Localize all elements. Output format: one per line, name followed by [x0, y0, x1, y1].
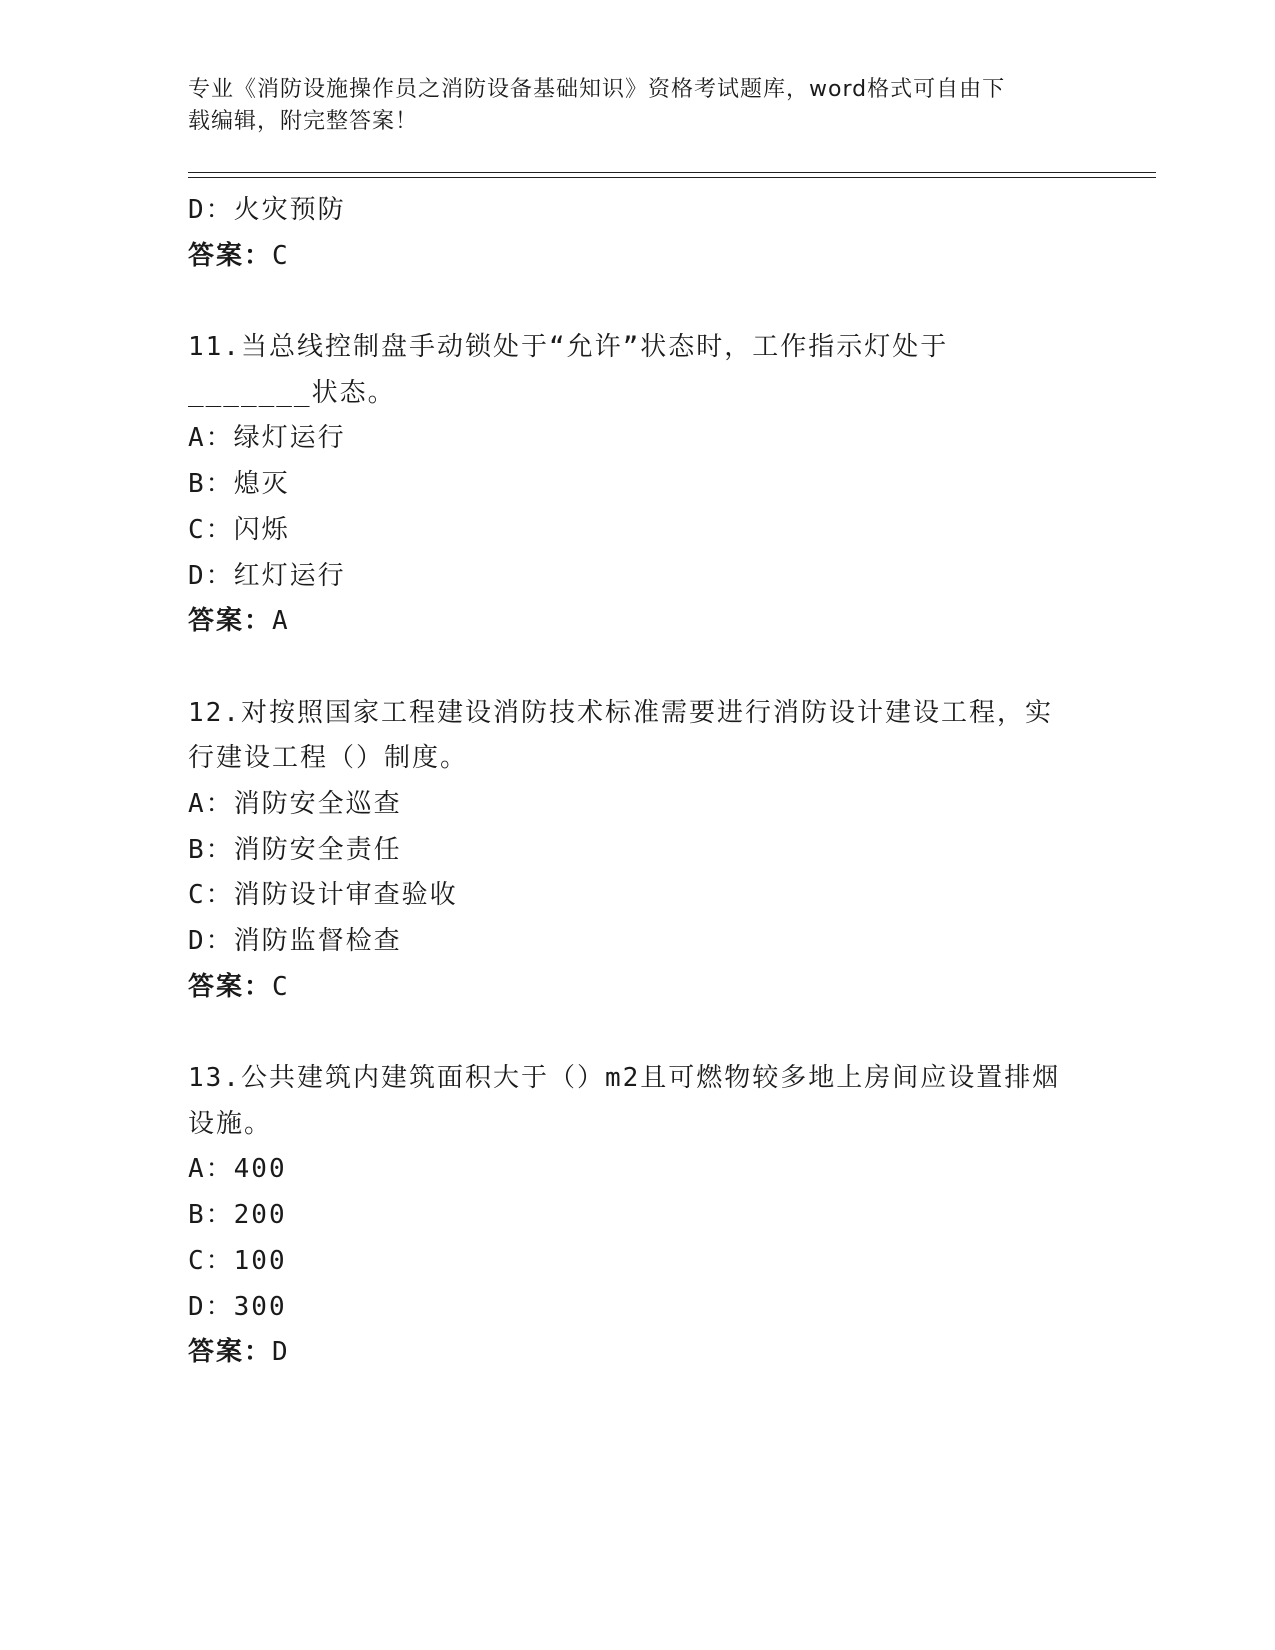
answer-value: D [272, 1337, 290, 1368]
option-c: C：消防设计审查验收 [188, 880, 458, 911]
option-a: A：400 [188, 1154, 287, 1185]
question-list [188, 188, 1148, 1376]
answer-line [188, 965, 1148, 1011]
header-rule-bottom [188, 177, 1156, 178]
page-header [188, 74, 1088, 138]
header-line-2: 载编辑，附完整答案！ [188, 109, 419, 134]
option-a: A：绿灯运行 [188, 423, 346, 454]
answer-label: 答案： [188, 1337, 273, 1368]
question-gap [188, 645, 1148, 691]
question-stem-line-1: 11.当总线控制盘手动锁处于“允许”状态时，工作指示灯处于 [188, 332, 949, 363]
option-d: D：红灯运行 [188, 560, 346, 591]
question-12 [188, 691, 1148, 1011]
header-line-1: 专业《消防设施操作员之消防设备基础知识》资格考试题库，word格式可自由下 [188, 77, 1006, 102]
option-d: D：火灾预防 [188, 195, 346, 225]
option-b: B：200 [188, 1200, 287, 1231]
answer-value: C [272, 971, 290, 1002]
question-stem-line-2: 行建设工程（）制度。 [188, 743, 469, 774]
question-gap [188, 279, 1148, 325]
question-13 [188, 1056, 1148, 1376]
option-b: B：熄灭 [188, 469, 290, 500]
question-11 [188, 325, 1148, 645]
answer-value: A [272, 606, 290, 637]
question-stem-line-1: 12.对按照国家工程建设消防技术标准需要进行消防设计建设工程，实 [188, 697, 1053, 728]
option-b: B：消防安全责任 [188, 834, 402, 865]
option-d: D：消防监督检查 [188, 926, 402, 956]
question-gap [188, 1010, 1148, 1056]
answer-label: 答案： [188, 606, 273, 637]
answer-label: 答案： [188, 971, 273, 1002]
option-c: C：闪烁 [188, 514, 290, 545]
answer-line [188, 599, 1148, 645]
answer-line [188, 1330, 1148, 1376]
question-stem-line-2: 设施。 [188, 1108, 273, 1139]
option-d: D：300 [188, 1291, 287, 1322]
header-rule-top [188, 172, 1156, 173]
answer-value: C [272, 240, 290, 271]
previous-question-tail [188, 188, 1148, 279]
option-c: C：100 [188, 1245, 287, 1276]
answer-line [188, 234, 1148, 280]
question-stem-line-1: 13.公共建筑内建筑面积大于（）m2且可燃物较多地上房间应设置排烟 [188, 1063, 1061, 1094]
answer-label: 答案： [188, 240, 273, 271]
option-a: A：消防安全巡查 [188, 788, 402, 819]
question-stem-line-2: _______状态。 [188, 377, 396, 408]
